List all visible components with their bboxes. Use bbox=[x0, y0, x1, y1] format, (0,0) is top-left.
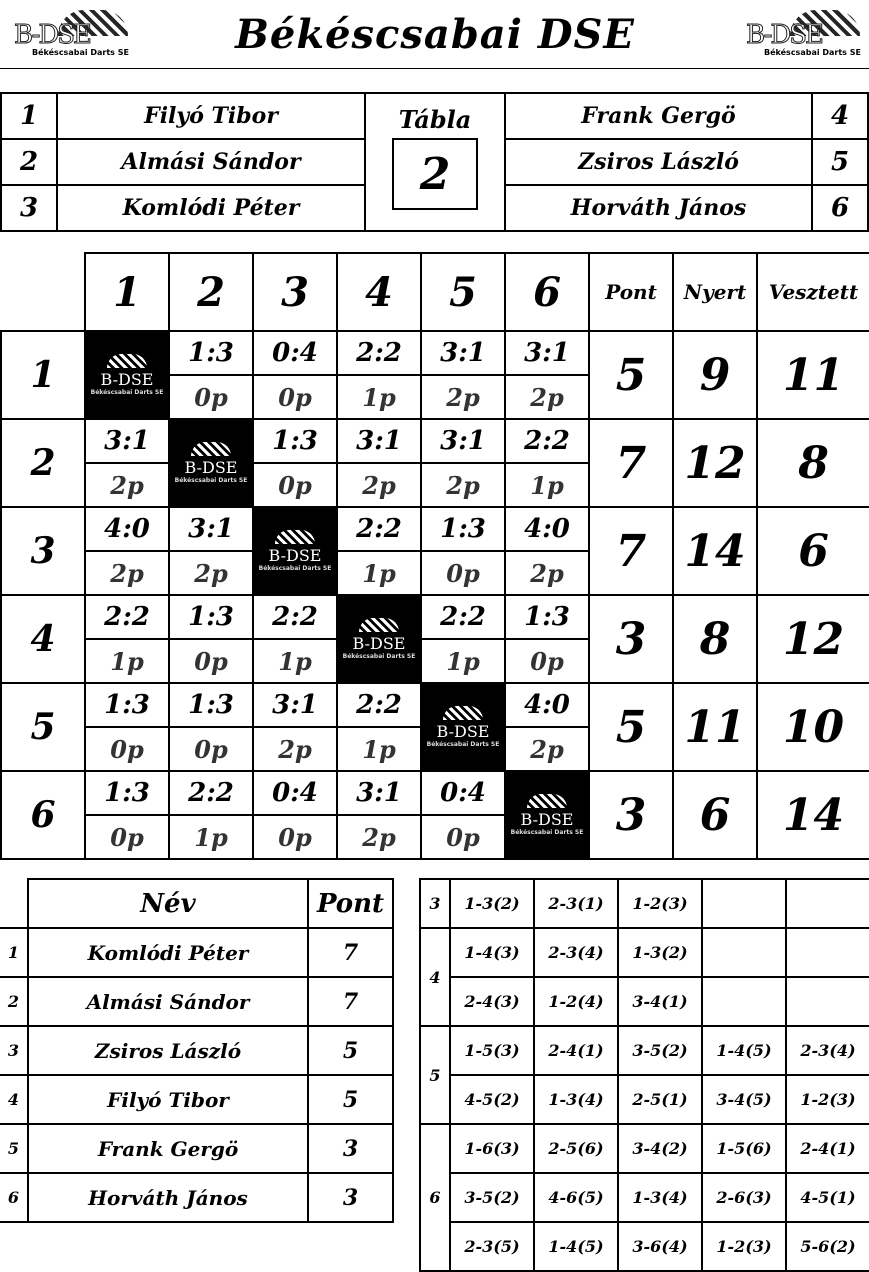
matrix-score-row bbox=[1, 595, 869, 639]
ranking-points-header: Pont bbox=[308, 879, 393, 928]
dartboard-icon bbox=[275, 530, 315, 544]
matrix-corner bbox=[1, 253, 85, 331]
player-row bbox=[1, 139, 365, 185]
matrix-stat-header: Nyert bbox=[673, 253, 757, 331]
ranking-player-points: 3 bbox=[308, 1173, 393, 1222]
logo-mark: B-DSE bbox=[268, 546, 322, 565]
logo-right bbox=[738, 10, 868, 66]
row-pont: 7 bbox=[589, 419, 673, 507]
dartboard-icon bbox=[443, 706, 483, 720]
player-number: 4 bbox=[812, 93, 868, 139]
match-points: 1p bbox=[337, 375, 421, 419]
match-points: 1p bbox=[505, 463, 589, 507]
row-pont: 7 bbox=[589, 507, 673, 595]
match-score: 2:2 bbox=[169, 771, 253, 815]
match-points: 2p bbox=[337, 463, 421, 507]
schedule-match: 2-4(3) bbox=[450, 977, 534, 1026]
ranking-position: 1 bbox=[0, 928, 28, 977]
schedule-match bbox=[702, 879, 786, 928]
schedule-match: 3-5(2) bbox=[450, 1173, 534, 1222]
board-label: Tábla bbox=[398, 104, 472, 134]
row-pont: 3 bbox=[589, 595, 673, 683]
ranking-position: 2 bbox=[0, 977, 28, 1026]
logo-mark: B-DSE bbox=[184, 458, 238, 477]
match-points: 2p bbox=[505, 551, 589, 595]
player-number: 5 bbox=[812, 139, 868, 185]
ranking-row bbox=[0, 1026, 393, 1075]
schedule-group-label: 4 bbox=[420, 928, 450, 1026]
matrix-stat-header: Vesztett bbox=[757, 253, 869, 331]
diagonal-logo-cell bbox=[337, 595, 421, 683]
player-number: 1 bbox=[1, 93, 57, 139]
logo-mark: B-DSE bbox=[352, 634, 406, 653]
ranking-name-header: Név bbox=[28, 879, 308, 928]
matrix-score-row bbox=[1, 771, 869, 815]
player-row bbox=[1, 93, 365, 139]
row-pont: 3 bbox=[589, 771, 673, 859]
logo-mark: B-DSE bbox=[520, 810, 574, 829]
match-score: 1:3 bbox=[253, 419, 337, 463]
schedule-match: 2-5(6) bbox=[534, 1124, 618, 1173]
ranking-position: 3 bbox=[0, 1026, 28, 1075]
ranking-player-name: Zsiros László bbox=[28, 1026, 308, 1075]
match-score: 4:0 bbox=[505, 507, 589, 551]
ranking-row bbox=[0, 977, 393, 1026]
row-nyert: 9 bbox=[673, 331, 757, 419]
match-score: 4:0 bbox=[505, 683, 589, 727]
schedule-row bbox=[420, 1124, 869, 1173]
schedule-match bbox=[786, 928, 869, 977]
player-number: 3 bbox=[1, 185, 57, 231]
schedule-match: 2-3(4) bbox=[786, 1026, 869, 1075]
player-name: Almási Sándor bbox=[57, 139, 365, 185]
schedule-match: 5-6(2) bbox=[786, 1222, 869, 1271]
logo-subtitle: Békéscsabai Darts SE bbox=[510, 829, 584, 836]
ranking-player-name: Komlódi Péter bbox=[28, 928, 308, 977]
dartboard-icon bbox=[107, 354, 147, 368]
match-score: 2:2 bbox=[337, 507, 421, 551]
ranking-corner bbox=[0, 879, 28, 928]
schedule-row bbox=[420, 1075, 869, 1124]
logo-mark: B-DSE bbox=[436, 722, 490, 741]
match-score: 1:3 bbox=[169, 595, 253, 639]
match-score: 0:4 bbox=[253, 331, 337, 375]
schedule-match: 3-5(2) bbox=[618, 1026, 702, 1075]
match-score: 2:2 bbox=[505, 419, 589, 463]
schedule-match: 1-5(6) bbox=[702, 1124, 786, 1173]
matrix-row-header: 2 bbox=[1, 419, 85, 507]
schedule-table bbox=[419, 878, 869, 1272]
matrix-row-header: 5 bbox=[1, 683, 85, 771]
schedule-match: 2-5(1) bbox=[618, 1075, 702, 1124]
match-points: 0p bbox=[253, 463, 337, 507]
schedule-match bbox=[786, 977, 869, 1026]
ranking-row bbox=[0, 928, 393, 977]
match-points: 1p bbox=[337, 727, 421, 771]
matrix-col-header: 4 bbox=[337, 253, 421, 331]
logo-subtitle: Békéscsabai Darts SE bbox=[764, 48, 861, 57]
matrix-stat-header: Pont bbox=[589, 253, 673, 331]
ranking-header-row bbox=[0, 879, 393, 928]
schedule-match: 1-4(5) bbox=[534, 1222, 618, 1271]
match-points: 0p bbox=[253, 815, 337, 859]
match-points: 2p bbox=[421, 463, 505, 507]
schedule-match: 1-2(3) bbox=[702, 1222, 786, 1271]
row-nyert: 6 bbox=[673, 771, 757, 859]
player-number: 2 bbox=[1, 139, 57, 185]
player-name: Zsiros László bbox=[505, 139, 812, 185]
ranking-table bbox=[0, 878, 394, 1223]
matrix-row-header: 3 bbox=[1, 507, 85, 595]
ranking-player-points: 5 bbox=[308, 1075, 393, 1124]
matrix-row-header: 4 bbox=[1, 595, 85, 683]
ranking-player-points: 3 bbox=[308, 1124, 393, 1173]
row-nyert: 11 bbox=[673, 683, 757, 771]
match-points: 2p bbox=[253, 727, 337, 771]
matrix-score-row bbox=[1, 331, 869, 375]
match-score: 2:2 bbox=[85, 595, 169, 639]
logo-subtitle: Békéscsabai Darts SE bbox=[426, 741, 500, 748]
diagonal-logo-cell bbox=[421, 683, 505, 771]
dartboard-icon bbox=[527, 794, 567, 808]
schedule-match: 2-4(1) bbox=[534, 1026, 618, 1075]
board-box bbox=[364, 92, 506, 232]
schedule-match: 2-3(4) bbox=[534, 928, 618, 977]
matrix-col-header: 2 bbox=[169, 253, 253, 331]
schedule-match: 1-3(2) bbox=[450, 879, 534, 928]
schedule-match: 1-4(3) bbox=[450, 928, 534, 977]
dartboard-icon bbox=[359, 618, 399, 632]
match-score: 3:1 bbox=[253, 683, 337, 727]
player-row bbox=[505, 93, 868, 139]
logo-mark: B-DSE bbox=[746, 20, 823, 50]
diagonal-logo-cell bbox=[505, 771, 589, 859]
matrix-col-header: 5 bbox=[421, 253, 505, 331]
matrix-score-row bbox=[1, 683, 869, 727]
match-points: 0p bbox=[85, 727, 169, 771]
player-name: Horváth János bbox=[505, 185, 812, 231]
match-score: 1:3 bbox=[85, 683, 169, 727]
diagonal-logo-cell bbox=[169, 419, 253, 507]
row-vesztett: 12 bbox=[757, 595, 869, 683]
logo-mark: B-DSE bbox=[100, 370, 154, 389]
match-points: 0p bbox=[85, 815, 169, 859]
player-name: Filyó Tibor bbox=[57, 93, 365, 139]
schedule-group-label: 6 bbox=[420, 1124, 450, 1271]
schedule-match: 4-6(5) bbox=[534, 1173, 618, 1222]
ranking-player-name: Filyó Tibor bbox=[28, 1075, 308, 1124]
row-nyert: 8 bbox=[673, 595, 757, 683]
player-name: Komlódi Péter bbox=[57, 185, 365, 231]
match-score: 2:2 bbox=[337, 683, 421, 727]
match-score: 1:3 bbox=[169, 331, 253, 375]
schedule-match: 4-5(2) bbox=[450, 1075, 534, 1124]
schedule-match: 1-2(3) bbox=[786, 1075, 869, 1124]
row-pont: 5 bbox=[589, 331, 673, 419]
ranking-player-name: Almási Sándor bbox=[28, 977, 308, 1026]
match-points: 0p bbox=[253, 375, 337, 419]
ranking-player-name: Horváth János bbox=[28, 1173, 308, 1222]
player-row bbox=[505, 139, 868, 185]
match-score: 3:1 bbox=[421, 419, 505, 463]
match-score: 1:3 bbox=[85, 771, 169, 815]
schedule-match: 2-3(1) bbox=[534, 879, 618, 928]
schedule-match: 1-6(3) bbox=[450, 1124, 534, 1173]
row-pont: 5 bbox=[589, 683, 673, 771]
logo-subtitle: Békéscsabai Darts SE bbox=[174, 477, 248, 484]
left-players-table bbox=[0, 92, 366, 232]
diagonal-logo-cell bbox=[85, 331, 169, 419]
match-points: 2p bbox=[337, 815, 421, 859]
logo-subtitle: Békéscsabai Darts SE bbox=[342, 653, 416, 660]
match-points: 1p bbox=[337, 551, 421, 595]
schedule-match bbox=[702, 977, 786, 1026]
match-points: 1p bbox=[253, 639, 337, 683]
match-points: 1p bbox=[421, 639, 505, 683]
match-points: 0p bbox=[421, 551, 505, 595]
row-vesztett: 6 bbox=[757, 507, 869, 595]
match-points: 0p bbox=[505, 639, 589, 683]
matrix-row-header: 1 bbox=[1, 331, 85, 419]
schedule-match: 1-3(2) bbox=[618, 928, 702, 977]
matrix-score-row bbox=[1, 419, 869, 463]
schedule-row bbox=[420, 928, 869, 977]
schedule-match: 1-5(3) bbox=[450, 1026, 534, 1075]
matrix-col-header: 1 bbox=[85, 253, 169, 331]
row-vesztett: 8 bbox=[757, 419, 869, 507]
schedule-match bbox=[702, 928, 786, 977]
ranking-position: 4 bbox=[0, 1075, 28, 1124]
dartboard-icon bbox=[191, 442, 231, 456]
matrix-row-header: 6 bbox=[1, 771, 85, 859]
matrix-col-header: 6 bbox=[505, 253, 589, 331]
match-score: 3:1 bbox=[421, 331, 505, 375]
ranking-player-points: 7 bbox=[308, 928, 393, 977]
match-score: 1:3 bbox=[505, 595, 589, 639]
matrix-score-row bbox=[1, 507, 869, 551]
match-score: 2:2 bbox=[421, 595, 505, 639]
schedule-match: 1-3(4) bbox=[534, 1075, 618, 1124]
ranking-row bbox=[0, 1173, 393, 1222]
right-players-table bbox=[504, 92, 869, 232]
player-name: Frank Gergö bbox=[505, 93, 812, 139]
match-points: 0p bbox=[169, 375, 253, 419]
schedule-match: 1-4(5) bbox=[702, 1026, 786, 1075]
schedule-row bbox=[420, 879, 869, 928]
match-points: 1p bbox=[85, 639, 169, 683]
row-nyert: 12 bbox=[673, 419, 757, 507]
match-points: 2p bbox=[85, 463, 169, 507]
ranking-player-points: 7 bbox=[308, 977, 393, 1026]
player-number: 6 bbox=[812, 185, 868, 231]
schedule-row bbox=[420, 1173, 869, 1222]
player-row bbox=[1, 185, 365, 231]
match-score: 3:1 bbox=[85, 419, 169, 463]
schedule-match: 3-4(5) bbox=[702, 1075, 786, 1124]
match-score: 3:1 bbox=[337, 419, 421, 463]
schedule-match: 3-6(4) bbox=[618, 1222, 702, 1271]
page-title: Békéscsabai DSE bbox=[235, 10, 635, 58]
players-panel bbox=[0, 92, 869, 232]
logo-subtitle: Békéscsabai Darts SE bbox=[32, 48, 129, 57]
board-number: 2 bbox=[392, 138, 478, 210]
schedule-row bbox=[420, 1026, 869, 1075]
match-score: 4:0 bbox=[85, 507, 169, 551]
match-points: 0p bbox=[169, 727, 253, 771]
match-score: 3:1 bbox=[337, 771, 421, 815]
match-points: 2p bbox=[505, 375, 589, 419]
match-points: 2p bbox=[421, 375, 505, 419]
logo-subtitle: Békéscsabai Darts SE bbox=[90, 389, 164, 396]
diagonal-logo-cell bbox=[253, 507, 337, 595]
ranking-row bbox=[0, 1124, 393, 1173]
player-row bbox=[505, 185, 868, 231]
ranking-player-points: 5 bbox=[308, 1026, 393, 1075]
match-points: 2p bbox=[169, 551, 253, 595]
logo-mark: B-DSE bbox=[14, 20, 91, 50]
match-points: 0p bbox=[169, 639, 253, 683]
match-score: 1:3 bbox=[169, 683, 253, 727]
results-matrix bbox=[0, 252, 869, 860]
schedule-match: 1-3(4) bbox=[618, 1173, 702, 1222]
schedule-match: 3-4(2) bbox=[618, 1124, 702, 1173]
schedule-match: 1-2(4) bbox=[534, 977, 618, 1026]
schedule-row bbox=[420, 977, 869, 1026]
match-score: 1:3 bbox=[421, 507, 505, 551]
ranking-position: 6 bbox=[0, 1173, 28, 1222]
row-vesztett: 11 bbox=[757, 331, 869, 419]
logo-left bbox=[6, 10, 136, 66]
schedule-match: 2-4(1) bbox=[786, 1124, 869, 1173]
match-points: 0p bbox=[421, 815, 505, 859]
match-score: 2:2 bbox=[337, 331, 421, 375]
schedule-match: 2-3(5) bbox=[450, 1222, 534, 1271]
match-score: 0:4 bbox=[253, 771, 337, 815]
schedule-group-label: 3 bbox=[420, 879, 450, 928]
ranking-player-name: Frank Gergö bbox=[28, 1124, 308, 1173]
header-divider bbox=[0, 68, 869, 69]
schedule-match bbox=[786, 879, 869, 928]
row-nyert: 14 bbox=[673, 507, 757, 595]
schedule-match: 3-4(1) bbox=[618, 977, 702, 1026]
matrix-col-header: 3 bbox=[253, 253, 337, 331]
match-points: 1p bbox=[169, 815, 253, 859]
matrix-header-row bbox=[1, 253, 869, 331]
ranking-position: 5 bbox=[0, 1124, 28, 1173]
schedule-match: 4-5(1) bbox=[786, 1173, 869, 1222]
match-points: 2p bbox=[505, 727, 589, 771]
schedule-match: 2-6(3) bbox=[702, 1173, 786, 1222]
schedule-group-label: 5 bbox=[420, 1026, 450, 1124]
row-vesztett: 14 bbox=[757, 771, 869, 859]
logo-subtitle: Békéscsabai Darts SE bbox=[258, 565, 332, 572]
match-points: 2p bbox=[85, 551, 169, 595]
row-vesztett: 10 bbox=[757, 683, 869, 771]
match-score: 3:1 bbox=[505, 331, 589, 375]
match-score: 0:4 bbox=[421, 771, 505, 815]
schedule-match: 1-2(3) bbox=[618, 879, 702, 928]
match-score: 2:2 bbox=[253, 595, 337, 639]
ranking-row bbox=[0, 1075, 393, 1124]
schedule-row bbox=[420, 1222, 869, 1271]
match-score: 3:1 bbox=[169, 507, 253, 551]
